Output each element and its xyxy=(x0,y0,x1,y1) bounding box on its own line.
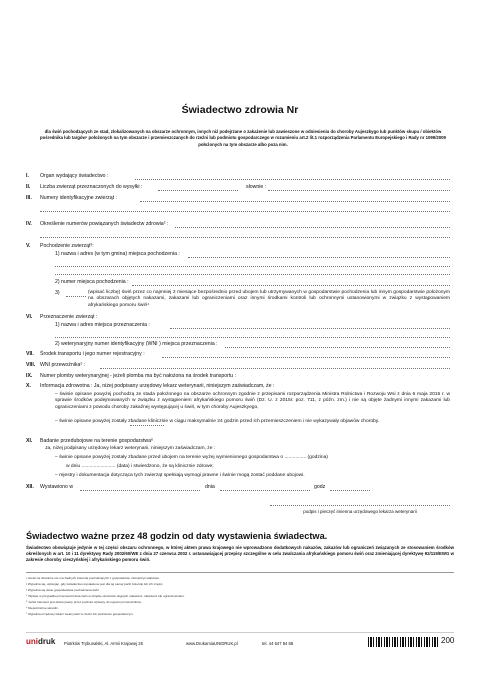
section-label: Pochodzenie zwierząt³: xyxy=(40,243,94,249)
fill-line[interactable] xyxy=(40,211,450,212)
fill-line[interactable] xyxy=(162,357,450,358)
statement-text: – świnie opisane powyżej pochodzą ze stada położonego na obszarze ochronnym zgodnie z przepisami rozporządzenia Ministra Rolnictwa i Rozwoju Wsi z dnia 6 maja 2015 r. w sprawie środków podejmowanych w związku z wystąpieniem afrykańskiego pomoru świń (Dz. U. z 2015r. poz. 711, z późn. zm.) i nie są objęte żadnymi innymi zakazami lub ograniczeniami z powodu choroby zakaźnej występującej u świń, w tym choroby Aujeszkyego, xyxy=(55,392,450,410)
fill-line[interactable] xyxy=(220,490,310,491)
item-label: 3) xyxy=(55,290,60,296)
section-label: Organ wydający świadectwo : xyxy=(40,173,109,179)
fill-line[interactable] xyxy=(135,179,450,180)
publisher-phone: tel. 44 647 84 88 xyxy=(262,641,294,646)
fill-line[interactable] xyxy=(55,266,450,267)
section-number: IV. xyxy=(26,221,32,227)
page-title: Świadectwo zdrowia Nr xyxy=(181,104,299,116)
footnote: ⁶ Niepotrzebne skreślić. xyxy=(26,606,59,610)
intro-text: dla świń pochodzących ze stad, zlokalizowanych na obszarze ochronnym, innych niż podejrzane o zakażenie lub zawieszone w odniesieniu do choroby Aujeszkygo lub punktów skupu / obiektów pośrednika lub targów¹ położonych na tym obszarze i przemieszczanych do rzeźni lub podmiotu gospodarczego w rozumieniu art.2 lit.1 rozporządzenia Parlamentu Europejskiego i Rady nr 1099/2009 położonych na tym obszarze albo poza nim. xyxy=(40,129,446,147)
section-label: Środek transportu i jego numer rejestracyjny : xyxy=(40,351,145,357)
item-label: 2) numer miejsca pochodzenia : xyxy=(55,279,129,285)
time-label: godz xyxy=(314,484,326,490)
section-number: XII. xyxy=(26,484,34,490)
fill-line[interactable] xyxy=(170,328,450,329)
fill-line[interactable] xyxy=(158,190,238,191)
section-label: Wystawiono w xyxy=(40,484,74,490)
section-label: słownie : xyxy=(246,184,267,190)
validity-warning-text: Świadectwo obowiązuje jedynie w tej części obszaru ochronnego, w której aktem prawa krajowego nie wprowadzono dodatkowych nakazów, zakazów lub ograniczeń związanych ze stosowaniem środków określonych w art. 10 i 11 dyrektywy Rady 2002/60/WE z dnia 27 czerwca 2002 r. ustanawiającej przepisy szczególne w celu zwalczania afrykańskiego pomoru świń oraz zmieniającej dyrektywę 92/119/EWG w zakresie choroby cieszyńskiej i afrykańskiego pomoru świń. xyxy=(26,545,454,562)
section-number: V. xyxy=(26,243,31,249)
fill-line[interactable] xyxy=(188,257,450,258)
fill-line[interactable] xyxy=(40,237,450,238)
fill-line[interactable] xyxy=(130,425,164,426)
statement-text: – rejestry i dokumentacja dotycząca tych zwierząt spełniają wymogi prawne i świnie mogą zostać poddane ubojowi. xyxy=(55,473,305,478)
publisher-address: Piotrków Trybunalski, Al. Armii Krajowej 26 xyxy=(64,641,143,646)
section-label: Numery identyfikacyjne zwierząt : xyxy=(40,195,117,201)
item-label: 1) nazwa i adres (w tym gmina) miejsca pochodzenia : xyxy=(55,251,180,257)
date-label: dnia xyxy=(205,484,215,490)
footer-divider xyxy=(26,632,454,633)
section-number: VIII. xyxy=(26,362,36,368)
section-number: III. xyxy=(26,195,32,201)
section-number: X. xyxy=(26,383,31,389)
section-label: Przeznaczenie zwierząt : xyxy=(40,314,98,320)
barcode xyxy=(368,637,438,647)
section-number: XI. xyxy=(26,438,33,444)
fill-line[interactable] xyxy=(225,347,450,348)
form-number: 200 xyxy=(441,636,455,645)
publisher-logo: unidruk xyxy=(26,637,56,646)
footnote: ⁵ Jeżeli transport jest dokonywany przez podmiot wpisany do rejestru przewoźników. xyxy=(26,600,142,604)
section-number: II. xyxy=(26,184,31,190)
statement-text: – świnie opisane powyżej zostały zbadane klinicznie w ciągu maksymalnie 24 godzin przed ich przemieszczeniem i nie wykazywały objawów choroby. xyxy=(55,419,380,424)
footnote-divider xyxy=(26,572,454,573)
signature-caption: podpis i pieczęć imienna urzędowego lekarza weterynarii xyxy=(303,509,417,514)
statement-text: – świnie opisane powyżej zostały zbadane przed ubojem na terenie wyżej wymienionego gospodarstwa o ................ (godzina) xyxy=(55,455,328,460)
footnote: ⁴ Wpisać w przypadku przemieszczania świń w obrębie obszarów objętych nakazami, zakazami lub ograniczeniami. xyxy=(26,594,185,598)
item-text: (wpisać liczbę) świń przez co najmniej 2 miesiące bezpośrednio przed ubojem lub utrzymywanych w gospodarstwie pochodzenia lub innym gospodarstwie położonym na obszarach objętych nakazami, zakazami lub ograniczeniami oraz innymi środkami kontroli lub ochronnymi ustanowionymi w związku z wystąpowaniem afrykańskiego pomoru świń⁴ xyxy=(88,290,450,308)
fill-line[interactable] xyxy=(66,296,86,297)
fill-line[interactable] xyxy=(55,274,450,275)
footnote: ⁷ Wypełnia urzędowy lekarz weterynarii w rzeźni lub podmiocie gospodarczym. xyxy=(26,612,134,616)
footnote: ³ Wypełnia się dane gospodarstwa pochodzenia świń. xyxy=(26,588,100,592)
footnote: ² Wypełnia się, wpisując, gdy świadectwo wystawione jest dla tej samej partii zwierząt lub ich części. xyxy=(26,582,164,586)
section-label: Liczba zwierząt przeznaczonych do wysyłki : xyxy=(40,184,143,190)
signature-line[interactable] xyxy=(270,505,450,506)
section-number: VI. xyxy=(26,314,33,320)
fill-line[interactable] xyxy=(100,368,450,369)
fill-line[interactable] xyxy=(330,490,370,491)
section-label: WNI przewoźnika⁵ : xyxy=(40,362,86,368)
validity-warning-title: Świadectwo ważne przez 48 godzin od daty wystawienia świadectwa. xyxy=(26,531,328,541)
publisher-website[interactable]: www.DrukarniaUNIDRUK.pl xyxy=(186,641,238,646)
fill-line[interactable] xyxy=(268,190,450,191)
footnote: ¹ Jeżeli na obszarze nie ma żadnych zwierząt pochodzących z gospodarstw, zaznaczyć właściwe. xyxy=(26,576,160,580)
fill-line[interactable] xyxy=(80,490,200,491)
item-label: 1) nazwa i adres miejsca przeznaczenia : xyxy=(55,322,150,328)
section-label: Badanie przedubojowe na terenie gospodarstwa⁶ xyxy=(40,438,154,444)
section-label: Określenie numerów powiązanych świadectw zdrowia² : xyxy=(40,221,169,227)
section-number: IX. xyxy=(26,373,33,379)
item-label: 2) weterynaryjny numer identyfikacyjny (WNI ) miejsca przeznaczenia : xyxy=(55,341,218,347)
section-number: I. xyxy=(26,173,29,179)
section-label: Numer plomby weterynaryjnej - jeżeli plomba ma być nałożona na środek transportu : xyxy=(40,373,237,379)
fill-line[interactable] xyxy=(132,285,450,286)
section-label: Informacja zdrowotna : Ja, niżej podpisany urzędowy lekarz weterynarii, niniejszym zaświadczam, że : xyxy=(40,383,275,389)
statement-text: w dniu ......................... (data) i stwierdzono, że są klinicznie zdrowe; xyxy=(66,464,214,469)
fill-line[interactable] xyxy=(175,227,450,228)
fill-line[interactable] xyxy=(140,201,450,202)
statement-text: Ja, niżej podpisany urzędowy lekarz weterynarii, niniejszym zaświadczam, że : xyxy=(45,446,216,451)
section-number: VII. xyxy=(26,351,34,357)
fill-line[interactable] xyxy=(55,337,450,338)
